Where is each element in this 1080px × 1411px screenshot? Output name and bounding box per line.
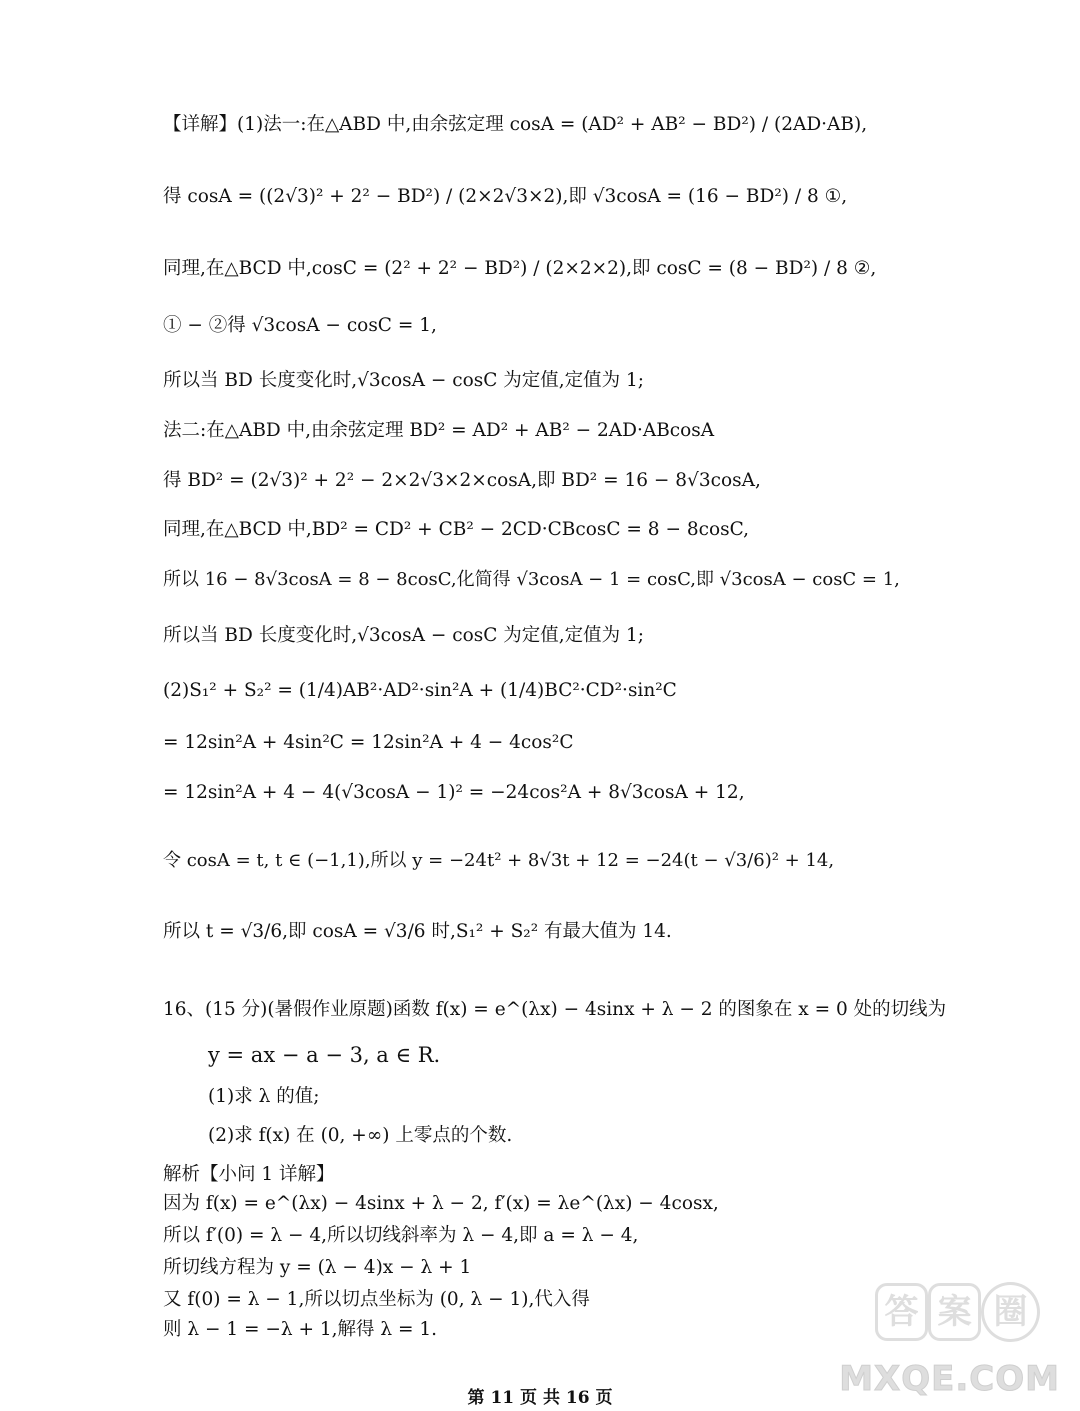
- watermark-glyph-2: 案: [928, 1283, 981, 1341]
- watermark-glyph-3: 圈: [981, 1282, 1040, 1342]
- text-line-5: 所以当 BD 长度变化时,√3cosA − cosC 为定值,定值为 1;: [163, 370, 645, 391]
- text-line-8: 同理,在△BCD 中,BD² = CD² + CB² − 2CD·CBcosC = 8 − 8cosC,: [163, 519, 749, 540]
- text-line-3: 同理,在△BCD 中,cosC = (2² + 2² − BD²) / (2×2×2),即 cosC = (8 − BD²) / 8 ②,: [163, 258, 877, 279]
- text-line-11: (2)S₁² + S₂² = (1/4)AB²·AD²·sin²A + (1/4)BC²·CD²·sin²C: [163, 680, 677, 701]
- text-line-12: = 12sin²A + 4sin²C = 12sin²A + 4 − 4cos²C: [163, 732, 574, 753]
- text-line-14: 令 cosA = t, t ∈ (−1,1),所以 y = −24t² + 8√3t + 12 = −24(t − √3/6)² + 14,: [163, 850, 835, 871]
- question-16-tangent: y = ax − a − 3, a ∈ R.: [208, 1043, 441, 1067]
- text-line-2: 得 cosA = ((2√3)² + 2² − BD²) / (2×2√3×2),即 √3cosA = (16 − BD²) / 8 ①,: [163, 186, 848, 207]
- question-16-part-1: (1)求 λ 的值;: [208, 1086, 320, 1107]
- text-line-4: ① − ②得 √3cosA − cosC = 1,: [163, 315, 437, 336]
- question-16-stem: 16、(15 分)(暑假作业原题)函数 f(x) = e^(λx) − 4sinx + λ − 2 的图象在 x = 0 处的切线为: [163, 999, 947, 1020]
- watermark-logo: [839, 1281, 1060, 1399]
- solution-line-2: 所以 f′(0) = λ − 4,所以切线斜率为 λ − 4,即 a = λ − 4,: [163, 1225, 639, 1246]
- watermark-site: MXQE.COM: [839, 1359, 1060, 1399]
- watermark-glyph-1: 答: [875, 1283, 928, 1341]
- solution-line-3: 所切线方程为 y = (λ − 4)x − λ + 1: [163, 1257, 472, 1278]
- text-line-13: = 12sin²A + 4 − 4(√3cosA − 1)² = −24cos²A + 8√3cosA + 12,: [163, 782, 745, 803]
- solution-heading: 解析【小问 1 详解】: [163, 1164, 335, 1185]
- page-footer: 第 11 页 共 16 页: [467, 1388, 613, 1408]
- text-line-9: 所以 16 − 8√3cosA = 8 − 8cosC,化简得 √3cosA − 1 = cosC,即 √3cosA − cosC = 1,: [163, 569, 900, 590]
- solution-line-5: 则 λ − 1 = −λ + 1,解得 λ = 1.: [163, 1319, 438, 1340]
- text-line-10: 所以当 BD 长度变化时,√3cosA − cosC 为定值,定值为 1;: [163, 625, 645, 646]
- text-line-15: 所以 t = √3/6,即 cosA = √3/6 时,S₁² + S₂² 有最大值为 14.: [163, 921, 672, 942]
- solution-line-4: 又 f(0) = λ − 1,所以切点坐标为 (0, λ − 1),代入得: [163, 1289, 590, 1310]
- watermark-brand: [875, 1281, 1040, 1343]
- solution-line-1: 因为 f(x) = e^(λx) − 4sinx + λ − 2, f′(x) = λe^(λx) − 4cosx,: [163, 1193, 719, 1214]
- text-line-6: 法二:在△ABD 中,由余弦定理 BD² = AD² + AB² − 2AD·ABcosA: [163, 420, 715, 441]
- question-16-part-2: (2)求 f(x) 在 (0, +∞) 上零点的个数.: [208, 1125, 513, 1146]
- text-line-7: 得 BD² = (2√3)² + 2² − 2×2√3×2×cosA,即 BD² = 16 − 8√3cosA,: [163, 470, 761, 491]
- text-line-1: 【详解】(1)法一:在△ABD 中,由余弦定理 cosA = (AD² + AB² − BD²) / (2AD·AB),: [163, 114, 868, 135]
